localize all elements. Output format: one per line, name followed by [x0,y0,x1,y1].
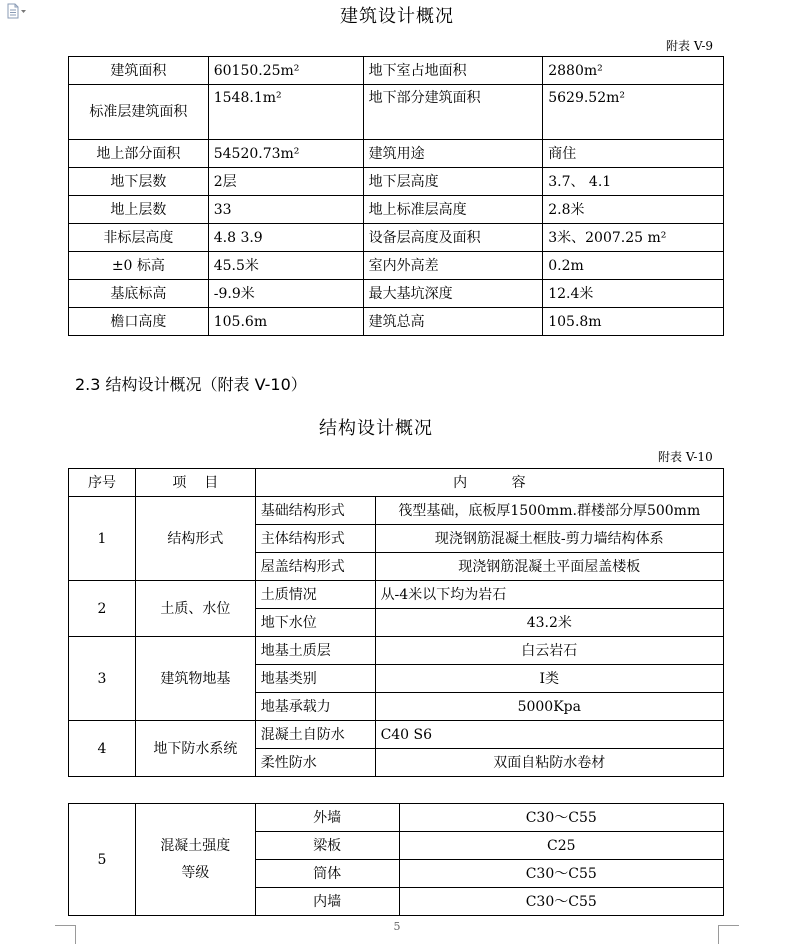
row-number: 4 [69,721,136,777]
table-cell: 54520.73m² [208,140,363,168]
table-cell: 地下水位 [255,609,375,637]
table-row [69,804,724,832]
table-cell: 主体结构形式 [255,525,375,553]
table-cell: 檐口高度 [69,308,209,336]
table-cell: 标准层建筑面积 [69,85,209,140]
table-cell: 基础结构形式 [255,497,375,525]
table-cell: 土质情况 [255,581,375,609]
table-cell: 105.8m [543,308,724,336]
table-cell: C25 [399,832,724,860]
table-cell: 45.5米 [208,252,363,280]
table-header-row [69,469,724,497]
table-row [69,497,724,525]
table-cell: 设备层高度及面积 [363,224,543,252]
table-cell: C30～C55 [399,860,724,888]
table-cell: 60150.25m² [208,57,363,85]
table-cell: 3米、2007.25 m² [543,224,724,252]
row-item: 土质、水位 [135,581,255,637]
table-cell: 现浇钢筋混凝土框肢-剪力墙结构体系 [375,525,723,553]
table-row [69,308,724,336]
table-cell: 地上部分面积 [69,140,209,168]
table-cell: 内墙 [255,888,399,916]
header-item: 项 目 [135,469,255,497]
table-row [69,85,724,140]
table-cell: 0.2m [543,252,724,280]
table-cell: 12.4米 [543,280,724,308]
table-cell: 柔性防水 [255,749,375,777]
table-cell: 43.2米 [375,609,723,637]
table-row [69,168,724,196]
section-heading: 2.3 结构设计概况（附表 V-10） [75,375,307,394]
building-design-table [68,56,724,336]
structure-design-table [68,468,724,777]
table-cell: I类 [375,665,723,693]
table-cell: 地基土质层 [255,637,375,665]
table-cell: 地下部分建筑面积 [363,85,543,140]
table-cell: C40 S6 [375,721,723,749]
table-cell: 地基类别 [255,665,375,693]
row-item: 地下防水系统 [135,721,255,777]
table-row [69,57,724,85]
row-number: 3 [69,637,136,721]
table-cell: 2.8米 [543,196,724,224]
table-cell: -9.9米 [208,280,363,308]
page-title: 建筑设计概况 [340,6,454,27]
table-cell: 2层 [208,168,363,196]
table-cell: 2880m² [543,57,724,85]
table-cell: 5000Kpa [375,693,723,721]
table-cell: 梁板 [255,832,399,860]
table-cell: 33 [208,196,363,224]
structure-table-title: 结构设计概况 [319,418,433,439]
appendix-label: 附表 V-9 [666,39,714,53]
table-cell: 商住 [543,140,724,168]
row-item: 建筑物地基 [135,637,255,721]
table-cell: 3.7、 4.1 [543,168,724,196]
row-item [135,804,255,916]
row-number: 2 [69,581,136,637]
table-cell: 5629.52m² [543,85,724,140]
table-row [69,252,724,280]
table-row [69,637,724,665]
table-cell: 筏型基础，底板厚1500mm.群楼部分厚500mm [375,497,723,525]
table-cell: 非标层高度 [69,224,209,252]
table-cell: 混凝土自防水 [255,721,375,749]
table-row [69,280,724,308]
table-cell: C30～C55 [399,888,724,916]
item-line: 等级 [181,864,210,881]
concrete-strength-table [68,803,724,916]
row-number: 5 [69,804,136,916]
table-cell: 建筑用途 [363,140,543,168]
table-cell: 筒体 [255,860,399,888]
table-cell: 地基承载力 [255,693,375,721]
table-cell: 地下层数 [69,168,209,196]
table-cell: 4.8 3.9 [208,224,363,252]
header-no: 序号 [69,469,136,497]
page-number: 5 [393,920,401,933]
table-row [69,196,724,224]
table-cell: C30～C55 [399,804,724,832]
row-item: 结构形式 [135,497,255,581]
table-row [69,224,724,252]
table-cell: 屋盖结构形式 [255,553,375,581]
header-content: 内 容 [255,469,723,497]
table-cell: 建筑总高 [363,308,543,336]
table-cell: 建筑面积 [69,57,209,85]
table-cell: 双面自粘防水卷材 [375,749,723,777]
item-line: 混凝土强度 [160,837,231,854]
table-cell: 地上层数 [69,196,209,224]
table-cell: 地下层高度 [363,168,543,196]
table-cell: 现浇钢筋混凝土平面屋盖楼板 [375,553,723,581]
table-cell: ±0 标高 [69,252,209,280]
table-cell: 地上标准层高度 [363,196,543,224]
table-cell: 白云岩石 [375,637,723,665]
table-cell: 105.6m [208,308,363,336]
table-row [69,581,724,609]
table-row [69,721,724,749]
table-cell: 从-4米以下均为岩石 [375,581,723,609]
appendix-label: 附表 V-10 [658,450,713,464]
table-cell: 室内外高差 [363,252,543,280]
row-number: 1 [69,497,136,581]
table-cell: 基底标高 [69,280,209,308]
table-cell: 外墙 [255,804,399,832]
table-row [69,140,724,168]
table-cell: 1548.1m² [208,85,363,140]
table-cell: 地下室占地面积 [363,57,543,85]
table-cell: 最大基坑深度 [363,280,543,308]
